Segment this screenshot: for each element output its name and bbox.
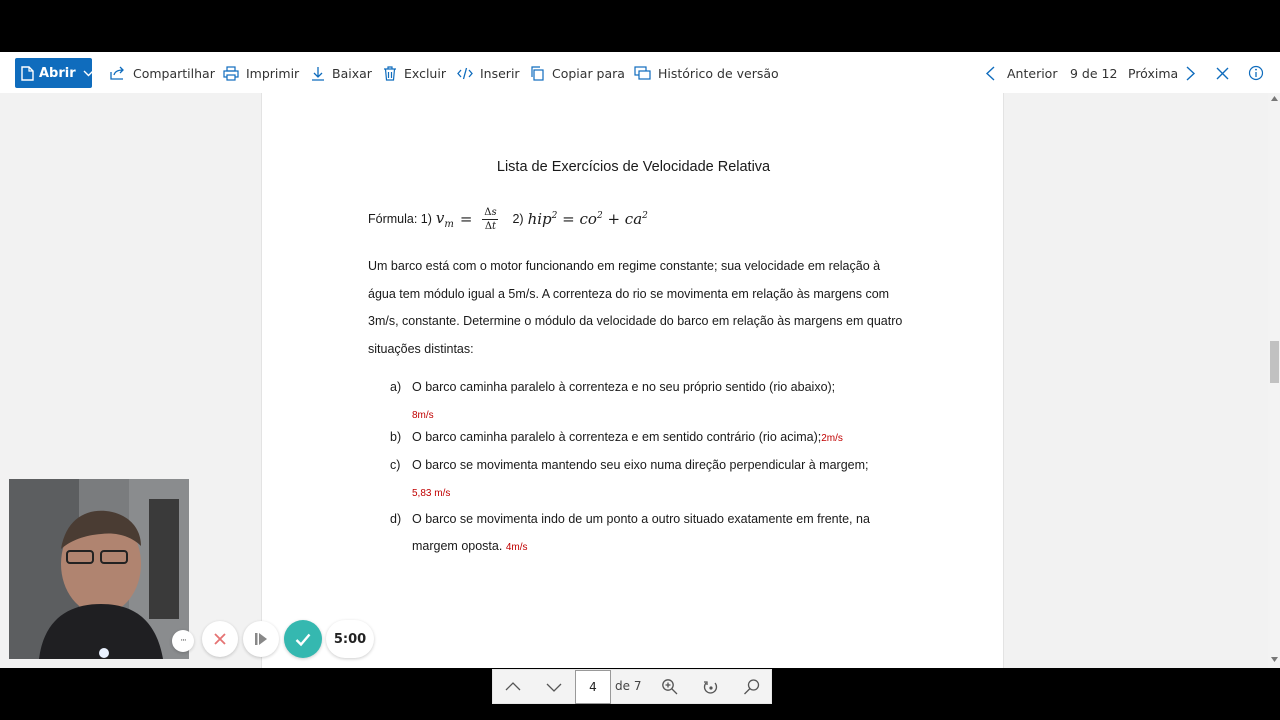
document-icon — [21, 66, 34, 81]
print-button[interactable] — [223, 63, 299, 83]
list-item-label: a) — [390, 380, 402, 394]
answer-b: 2m/s — [821, 433, 843, 444]
document-title: Lista de Exercícios de Velocidade Relativa — [496, 159, 771, 175]
close-button[interactable] — [1216, 63, 1229, 83]
delete-button[interactable] — [383, 63, 446, 83]
share-icon — [110, 66, 126, 80]
answer-a: 8m/s — [412, 410, 434, 421]
scroll-down-arrow-icon[interactable] — [1271, 657, 1278, 662]
list-item-d-text: O barco se movimenta indo de um ponto a outro situado exatamente em frente, na margem oposta. — [412, 512, 870, 553]
formula-vm: $v_m$ — [435, 208, 454, 230]
close-icon — [1216, 67, 1229, 80]
copy-to-button[interactable] — [530, 63, 625, 83]
check-icon — [295, 633, 311, 646]
more-options-label: ··· — [180, 636, 186, 646]
page-number-input[interactable]: 4 — [575, 670, 611, 704]
embed-label: Inserir — [480, 65, 520, 81]
list-item-label: b) — [390, 430, 402, 444]
webcam-overlay — [9, 479, 189, 659]
printer-icon — [223, 66, 239, 81]
download-button[interactable] — [311, 63, 372, 83]
list-item-label: c) — [390, 458, 401, 472]
document-page — [261, 93, 1004, 668]
close-icon — [214, 633, 226, 645]
delete-label: Excluir — [404, 65, 446, 81]
formula-line — [368, 201, 648, 237]
previous-label: Anterior — [1007, 65, 1058, 81]
rotate-icon[interactable] — [702, 678, 720, 696]
info-icon — [1248, 65, 1264, 81]
print-label: Imprimir — [246, 65, 300, 81]
list-item-a-text: O barco caminha paralelo à correnteza e no seu próprio sentido (rio abaixo); — [412, 380, 836, 394]
list-item-text — [412, 506, 872, 561]
previous-button[interactable] — [986, 63, 1057, 83]
answer-c: 5,83 m/s — [412, 488, 451, 499]
discard-recording-button[interactable] — [202, 621, 238, 657]
page-navigator — [492, 669, 772, 704]
finish-recording-button[interactable] — [284, 620, 322, 658]
page-total: de 7 — [615, 679, 642, 693]
trash-icon — [383, 66, 397, 81]
chevron-left-icon — [986, 66, 995, 81]
copy-to-label: Copiar para — [552, 65, 625, 81]
toolbar — [0, 52, 1280, 93]
download-label: Baixar — [332, 65, 372, 81]
document-viewport[interactable] — [0, 93, 1268, 694]
file-position-text: 9 de 12 — [1070, 65, 1118, 81]
embed-button[interactable] — [457, 63, 520, 83]
download-icon — [311, 66, 325, 81]
version-history-button[interactable] — [634, 63, 779, 83]
code-icon — [457, 67, 473, 80]
list-item-text — [412, 374, 892, 429]
open-button-label: Abrir — [39, 65, 76, 81]
problem-statement: Um barco está com o motor funcionando em regime constante; sua velocidade em relação à água tem módulo igual a 5m/s. A correnteza do rio se movimenta em relação às margens com 3m/s, constante. Determine o módulo da velocidade do barco em relação às margens em quatro situações distintas: — [368, 259, 903, 357]
version-history-label: Histórico de versão — [658, 65, 779, 81]
formula-fraction: $\frac{\Delta s}{\Delta t}$ — [484, 206, 497, 232]
list-item-c-text: O barco se movimenta mantendo seu eixo numa direção perpendicular à margem; — [412, 458, 869, 472]
file-viewer-app — [0, 52, 1280, 694]
info-button[interactable] — [1248, 63, 1264, 83]
formula-equals: = — [459, 210, 473, 228]
list-item-label: d) — [390, 512, 402, 526]
pause-resume-button[interactable] — [243, 621, 279, 657]
search-icon[interactable] — [743, 678, 761, 696]
more-options-button[interactable] — [172, 630, 194, 652]
play-pause-icon — [254, 632, 268, 646]
recording-timer: 5:00 — [326, 620, 374, 658]
file-position — [1070, 63, 1117, 83]
share-button[interactable] — [110, 63, 215, 83]
version-history-icon — [634, 66, 651, 80]
vertical-scrollbar[interactable] — [1268, 93, 1280, 668]
answer-d: 4m/s — [505, 542, 528, 553]
list-item-text — [412, 452, 872, 507]
previous-page-icon[interactable] — [504, 678, 522, 696]
next-label: Próxima — [1128, 65, 1179, 81]
formula-2-prefix: 2) — [512, 212, 524, 226]
scrollbar-thumb[interactable] — [1270, 341, 1279, 383]
open-button[interactable] — [15, 58, 92, 88]
zoom-in-icon[interactable] — [661, 678, 679, 696]
share-label: Compartilhar — [133, 65, 215, 81]
chevron-down-icon — [83, 70, 94, 77]
next-button[interactable] — [1128, 63, 1195, 83]
scroll-up-arrow-icon[interactable] — [1271, 96, 1278, 101]
chevron-right-icon — [1186, 66, 1195, 81]
next-page-icon[interactable] — [545, 678, 563, 696]
list-item-b-text: O barco caminha paralelo à correnteza e em sentido contrário (rio acima); — [412, 430, 822, 444]
formula-pythagoras: $hip^2 = co^2 + ca^2$ — [527, 210, 648, 228]
list-item-text — [412, 424, 932, 452]
webcam-feed-image — [9, 479, 189, 659]
copy-icon — [530, 66, 545, 81]
formula-prefix: Fórmula: 1) — [368, 212, 432, 226]
